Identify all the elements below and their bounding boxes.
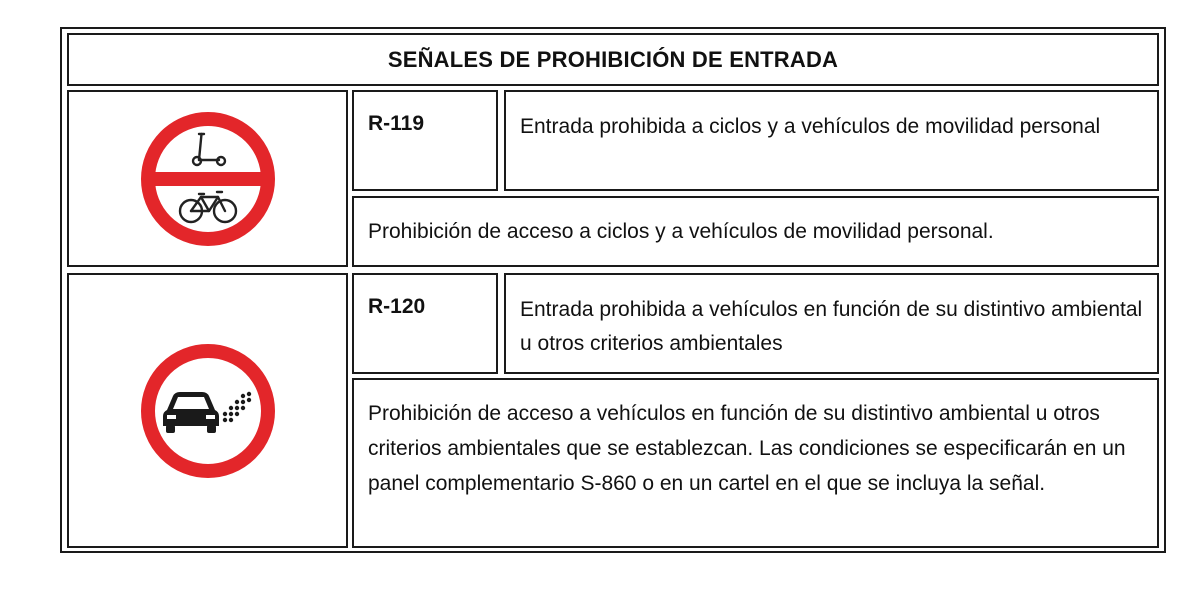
sign-name: Entrada prohibida a ciclos y a vehículos de movilidad personal bbox=[520, 115, 1101, 138]
sign-code: R-120 bbox=[368, 295, 426, 318]
sign-cell-r119 bbox=[67, 90, 348, 267]
description-cell-r119 bbox=[352, 196, 1159, 267]
sign-cell-r120 bbox=[67, 273, 348, 548]
no-polluting-vehicles-sign-icon bbox=[133, 336, 283, 486]
code-cell-r119 bbox=[352, 90, 498, 191]
name-cell-r120 bbox=[504, 273, 1159, 374]
sign-name: Entrada prohibida a vehículos en función de su distintivo ambiental u otros criterios ambientales bbox=[520, 298, 1143, 355]
table-title bbox=[67, 33, 1159, 86]
code-cell-r120 bbox=[352, 273, 498, 374]
sign-code: R-119 bbox=[368, 112, 425, 135]
description-cell-r120 bbox=[352, 378, 1159, 548]
sign-description: Prohibición de acceso a ciclos y a vehículos de movilidad personal. bbox=[368, 219, 994, 243]
table-title-text: SEÑALES DE PROHIBICIÓN DE ENTRADA bbox=[387, 46, 839, 72]
sign-description: Prohibición de acceso a vehículos en función de su distintivo ambiental u otros criterios ambientales que se establezcan. Las condiciones se especificarán en un panel complementario S-860 o en un cartel en el que se incluya la señal. bbox=[368, 402, 1126, 495]
name-cell-r119 bbox=[504, 90, 1159, 191]
no-bicycles-and-scooters-sign-icon bbox=[133, 104, 283, 254]
